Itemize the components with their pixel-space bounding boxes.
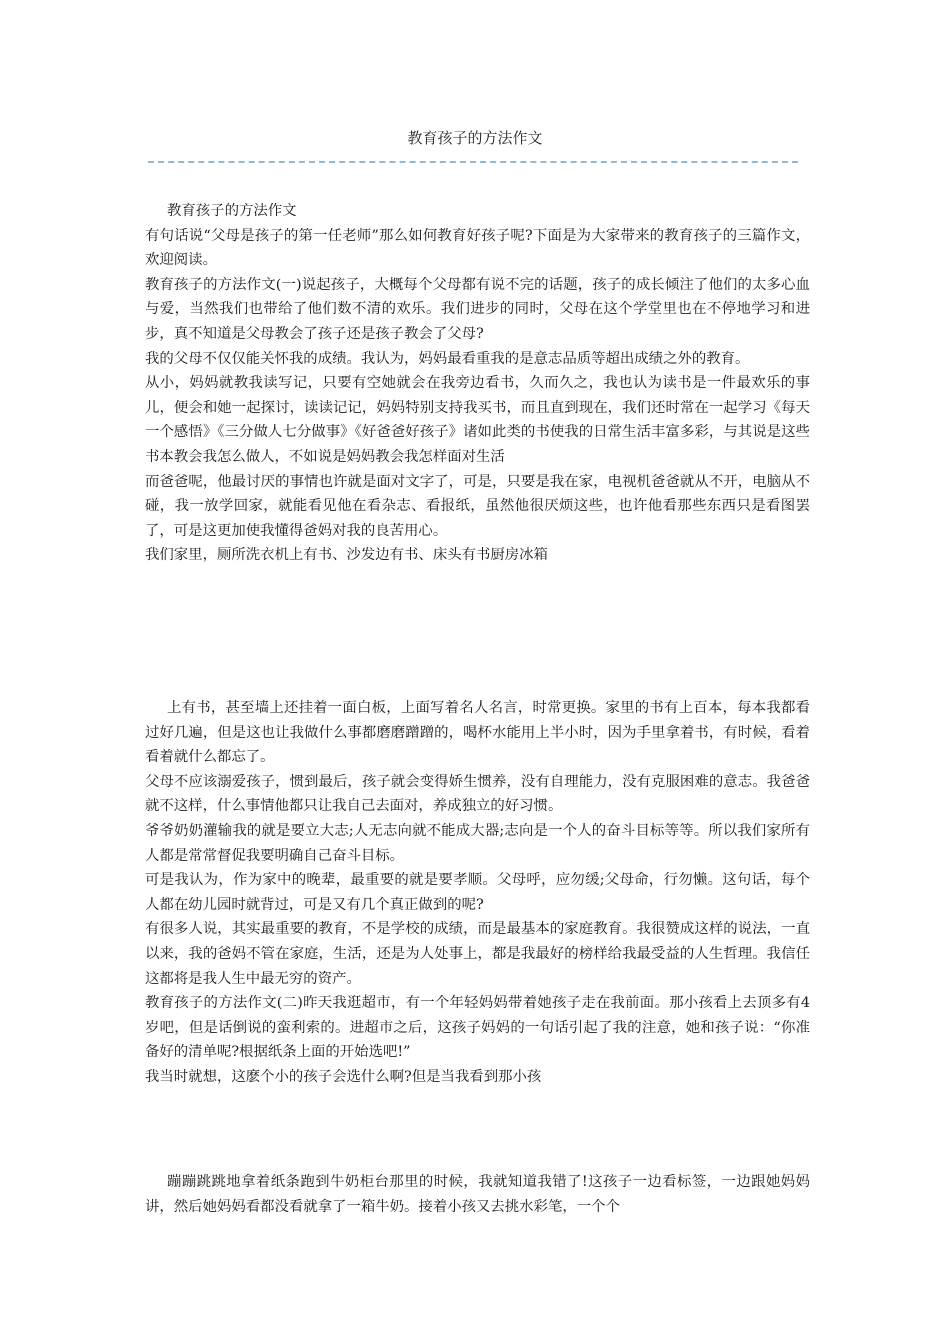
paragraph: 可是我认为，作为家中的晚辈，最重要的就是要孝顺。父母呼，应勿缓;父母命，行勿懒。这句话，每个人都在幼儿园时就背过，可是又有几个真正做到的呢? (145, 872, 810, 913)
document-title: 教育孩子的方法作文 (407, 129, 543, 147)
paragraph: 教育孩子的方法作文(二)昨天我逛超市，有一个年轻妈妈带着她孩子走在我前面。那小孩看上去顶多有4岁吧，但是话倒说的蛮利索的。进超市之后，这孩子妈妈的一句话引起了我的注意，她和孩子说：“你准备好的清单呢?根据纸条上面的开始选吧!” (145, 995, 810, 1061)
paragraph: 我当时就想，这麽个小的孩子会选什么啊?但是当我看到那小孩 (145, 1068, 542, 1085)
title-divider (148, 161, 798, 163)
paragraph: 有很多人说，其实最重要的教育，不是学校的成绩，而是最基本的家庭教育。我很赞成这样的说法，一直以来，我的爸妈不管在家庭，生活，还是为人处事上，都是我最好的榜样给我最受益的人生哲理。我信任这都将是我人生中最无穷的资产。 (145, 921, 810, 987)
paragraph: 我们家里，厕所洗衣机上有书、沙发边有书、床头有书厨房冰箱 (145, 547, 548, 564)
paragraph: 而爸爸呢，他最讨厌的事情也许就是面对文字了，可是，只要是我在家，电视机爸爸就从不开，电脑从不碰，我一放学回家，就能看见他在看杂志、看报纸，虽然他很厌烦这些，也许他看那些东西只是看图罢了，可是这更加使我懂得爸妈对我的良苦用心。 (145, 473, 810, 539)
section-heading: 教育孩子的方法作文 (167, 203, 297, 219)
text-block-1 (145, 199, 810, 568)
text-block-2 (145, 696, 810, 1090)
paragraph: 上有书，甚至墙上还挂着一面白板，上面写着名人名言，时常更换。家里的书有上百本，每本我都看过好几遍，但是这也让我做什么事都磨磨蹭蹭的，喝杯水能用上半小时，因为手里拿着书，有时候，看着看着就什么都忘了。 (145, 700, 810, 766)
paragraph: 父母不应该溺爱孩子，惯到最后，孩子就会变得娇生惯养，没有自理能力，没有克服困难的意志。我爸爸就不这样，什么事情他都只让我自己去面对，养成独立的好习惯。 (145, 773, 810, 815)
paragraph: 我的父母不仅仅能关怀我的成绩。我认为，妈妈最看重我的是意志品质等超出成绩之外的教育。 (145, 350, 750, 367)
paragraph: 蹦蹦跳跳地拿着纸条跑到牛奶柜台那里的时候，我就知道我错了!这孩子一边看标签，一边跟她妈妈讲，然后她妈妈看都没看就拿了一箱牛奶。接着小孩又去挑水彩笔，一个个 (145, 1174, 810, 1215)
paragraph: 爷爷奶奶灌输我的就是要立大志;人无志向就不能成大器;志向是一个人的奋斗目标等等。所以我们家所有人都是常常督促我要明确自己奋斗目标。 (145, 822, 810, 864)
paragraph: 教育孩子的方法作文(一)说起孩子，大概每个父母都有说不完的话题，孩子的成长倾注了他们的太多心血与爱，当然我们也带给了他们数不清的欢乐。我们进步的同时，父母在这个学堂里也在不停地学习和进步，真不知道是父母教会了孩子还是孩子教会了父母? (145, 276, 810, 342)
paragraph: 从小，妈妈就教我读写记，只要有空她就会在我旁边看书，久而久之，我也认为读书是一件最欢乐的事儿，便会和她一起探讨，读读记记，妈妈特别支持我买书，而且直到现在，我们还时常在一起学习《每天一个感悟》《三分做人七分做事》《好爸爸好孩子》诸如此类的书使我的日常生活丰富多彩，与其说是这些书本教会我怎么做人，不如说是妈妈教会我怎样面对生活 (145, 375, 810, 465)
text-block-3 (145, 1170, 810, 1219)
paragraph: 有句话说“父母是孩子的第一任老师”那么如何教育好孩子呢?下面是为大家带来的教育孩子的三篇作文，欢迎阅读。 (145, 227, 810, 269)
